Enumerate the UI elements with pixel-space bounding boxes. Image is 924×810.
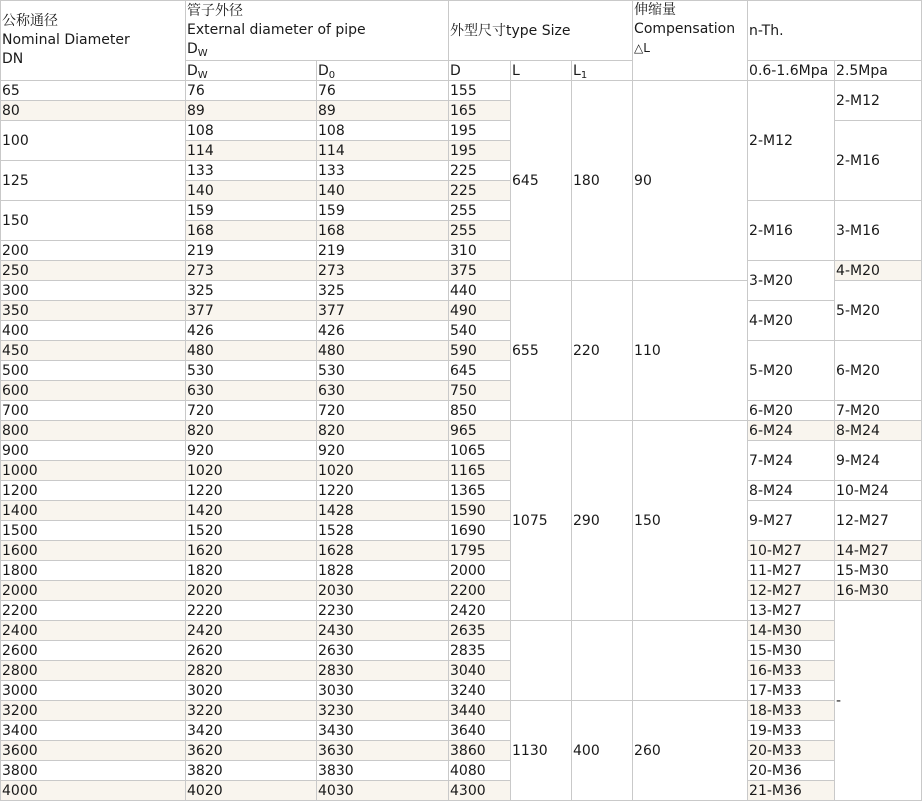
d-cell: 2200 — [449, 581, 511, 601]
d0-cell: 168 — [317, 221, 449, 241]
table-row — [1, 301, 922, 321]
dn-cell: 900 — [1, 441, 186, 461]
table-row — [1, 681, 922, 701]
d0-cell: 480 — [317, 341, 449, 361]
d0-cell: 3230 — [317, 701, 449, 721]
header-dn-sym: DN — [2, 51, 24, 67]
dn-cell: 250 — [1, 261, 186, 281]
bolt-high-pressure-cell: 14-M27 — [835, 541, 922, 561]
bolt-high-pressure-cell: 12-M27 — [835, 501, 922, 541]
l-cell — [511, 621, 572, 701]
header-comp-en: Compensation — [634, 21, 736, 37]
d0-cell: 159 — [317, 201, 449, 221]
bolt-high-pressure-cell: 2-M16 — [835, 121, 922, 201]
table-row — [1, 701, 922, 721]
table-row — [1, 721, 922, 741]
d-cell: 1795 — [449, 541, 511, 561]
dn-cell: 200 — [1, 241, 186, 261]
header-type-size — [449, 1, 633, 61]
dw-cell: 3820 — [186, 761, 317, 781]
dw-cell: 530 — [186, 361, 317, 381]
d0-cell: 3430 — [317, 721, 449, 741]
table-row — [1, 621, 922, 641]
dw-cell: 1820 — [186, 561, 317, 581]
l1-cell: 180 — [572, 81, 633, 281]
d-cell: 155 — [449, 81, 511, 101]
d-cell: 2835 — [449, 641, 511, 661]
dn-cell: 400 — [1, 321, 186, 341]
d-cell: 1165 — [449, 461, 511, 481]
subheader-dw-text: D — [187, 62, 198, 79]
dn-cell: 2000 — [1, 581, 186, 601]
bolt-high-pressure-cell: 6-M20 — [835, 341, 922, 401]
bolt-high-pressure-cell: 9-M24 — [835, 441, 922, 481]
subheader-d0 — [317, 61, 449, 81]
bolt-low-pressure-cell: 14-M30 — [748, 621, 835, 641]
dw-cell: 3420 — [186, 721, 317, 741]
dw-cell: 159 — [186, 201, 317, 221]
table-row — [1, 401, 922, 421]
dw-cell: 1220 — [186, 481, 317, 501]
table-row — [1, 501, 922, 521]
d-cell: 255 — [449, 201, 511, 221]
dw-cell: 920 — [186, 441, 317, 461]
d-cell: 440 — [449, 281, 511, 301]
d-cell: 1590 — [449, 501, 511, 521]
subheader-l1 — [572, 61, 633, 81]
d0-cell: 140 — [317, 181, 449, 201]
dw-cell: 4020 — [186, 781, 317, 801]
bolt-low-pressure-cell: 2-M16 — [748, 201, 835, 261]
dn-cell: 300 — [1, 281, 186, 301]
bolt-low-pressure-cell: 6-M24 — [748, 421, 835, 441]
bolt-low-pressure-cell: 20-M33 — [748, 741, 835, 761]
table-row — [1, 741, 922, 761]
bolt-low-pressure-cell: 8-M24 — [748, 481, 835, 501]
table-row — [1, 441, 922, 461]
subheader-l1-sub: 1 — [580, 69, 588, 81]
l-cell: 1130 — [511, 701, 572, 801]
header-type-label: 外型尺寸type Size — [450, 22, 571, 39]
spec-table-body — [1, 81, 922, 801]
bolt-low-pressure-cell: 2-M12 — [748, 81, 835, 201]
bolt-low-pressure-cell: 11-M27 — [748, 561, 835, 581]
d-cell: 195 — [449, 121, 511, 141]
dn-cell: 2800 — [1, 661, 186, 681]
d0-cell: 1628 — [317, 541, 449, 561]
bolt-low-pressure-cell: 18-M33 — [748, 701, 835, 721]
d-cell: 1065 — [449, 441, 511, 461]
l1-cell — [572, 621, 633, 701]
subheader-d0-sub: 0 — [328, 69, 336, 81]
d-cell: 375 — [449, 261, 511, 281]
dn-cell: 600 — [1, 381, 186, 401]
bolt-low-pressure-cell: 16-M33 — [748, 661, 835, 681]
subheader-d0-text: D — [318, 62, 329, 79]
dw-cell: 1420 — [186, 501, 317, 521]
dw-cell: 76 — [186, 81, 317, 101]
dn-cell: 700 — [1, 401, 186, 421]
bolt-high-pressure-cell: - — [835, 601, 922, 801]
d-cell: 750 — [449, 381, 511, 401]
dw-cell: 2220 — [186, 601, 317, 621]
dw-cell: 140 — [186, 181, 317, 201]
compensation-cell: 110 — [633, 281, 748, 421]
d0-cell: 820 — [317, 421, 449, 441]
d0-cell: 76 — [317, 81, 449, 101]
dn-cell: 3800 — [1, 761, 186, 781]
subheader-pressure-low — [748, 61, 835, 81]
bolt-low-pressure-cell: 4-M20 — [748, 301, 835, 341]
dw-cell: 219 — [186, 241, 317, 261]
subheader-l1-text: L — [573, 62, 581, 79]
table-row — [1, 781, 922, 801]
d0-cell: 377 — [317, 301, 449, 321]
bolt-low-pressure-cell: 9-M27 — [748, 501, 835, 541]
d-cell: 255 — [449, 221, 511, 241]
d-cell: 1690 — [449, 521, 511, 541]
dw-cell: 480 — [186, 341, 317, 361]
table-row — [1, 561, 922, 581]
bolt-high-pressure-cell: 8-M24 — [835, 421, 922, 441]
header-external-diameter — [186, 1, 449, 61]
dw-cell: 273 — [186, 261, 317, 281]
bolt-low-pressure-cell: 19-M33 — [748, 721, 835, 741]
header-dn-cn: 公称通径 — [2, 13, 58, 29]
l1-cell: 290 — [572, 421, 633, 621]
dw-cell: 168 — [186, 221, 317, 241]
bolt-high-pressure-cell: 16-M30 — [835, 581, 922, 601]
dw-cell: 1620 — [186, 541, 317, 561]
subheader-pressure-high — [835, 61, 922, 81]
d0-cell: 2030 — [317, 581, 449, 601]
d0-cell: 2830 — [317, 661, 449, 681]
table-row — [1, 541, 922, 561]
dn-cell: 150 — [1, 201, 186, 241]
dw-cell: 2820 — [186, 661, 317, 681]
dn-cell: 3600 — [1, 741, 186, 761]
d0-cell: 1828 — [317, 561, 449, 581]
d0-cell: 3630 — [317, 741, 449, 761]
bolt-low-pressure-cell: 13-M27 — [748, 601, 835, 621]
dn-cell: 80 — [1, 101, 186, 121]
bolt-low-pressure-cell: 17-M33 — [748, 681, 835, 701]
bolt-low-pressure-cell: 15-M30 — [748, 641, 835, 661]
dn-cell: 4000 — [1, 781, 186, 801]
d-cell: 3640 — [449, 721, 511, 741]
l-cell: 655 — [511, 281, 572, 421]
dw-cell: 3220 — [186, 701, 317, 721]
bolt-high-pressure-cell: 2-M12 — [835, 81, 922, 121]
dw-cell: 2420 — [186, 621, 317, 641]
d0-cell: 920 — [317, 441, 449, 461]
dw-cell: 114 — [186, 141, 317, 161]
dn-cell: 3000 — [1, 681, 186, 701]
d0-cell: 325 — [317, 281, 449, 301]
dn-cell: 3200 — [1, 701, 186, 721]
dn-cell: 350 — [1, 301, 186, 321]
d-cell: 3860 — [449, 741, 511, 761]
d0-cell: 89 — [317, 101, 449, 121]
header-ext-sym: D — [187, 41, 198, 57]
bolt-high-pressure-cell: 3-M16 — [835, 201, 922, 261]
subheader-p2-text: 2.5Mpa — [836, 62, 888, 79]
dw-cell: 1520 — [186, 521, 317, 541]
d-cell: 165 — [449, 101, 511, 121]
dw-cell: 3620 — [186, 741, 317, 761]
dn-cell: 500 — [1, 361, 186, 381]
subheader-l-text: L — [512, 62, 520, 79]
dw-cell: 3020 — [186, 681, 317, 701]
d-cell: 225 — [449, 181, 511, 201]
table-row — [1, 581, 922, 601]
d0-cell: 2230 — [317, 601, 449, 621]
d0-cell: 108 — [317, 121, 449, 141]
d0-cell: 1020 — [317, 461, 449, 481]
subheader-dw — [186, 61, 317, 81]
dw-cell: 820 — [186, 421, 317, 441]
d0-cell: 630 — [317, 381, 449, 401]
d0-cell: 114 — [317, 141, 449, 161]
d-cell: 2635 — [449, 621, 511, 641]
dw-cell: 630 — [186, 381, 317, 401]
d-cell: 4300 — [449, 781, 511, 801]
dn-cell: 125 — [1, 161, 186, 201]
bolt-high-pressure-cell: 5-M20 — [835, 281, 922, 341]
dn-cell: 1200 — [1, 481, 186, 501]
dn-cell: 2200 — [1, 601, 186, 621]
bolt-low-pressure-cell: 5-M20 — [748, 341, 835, 401]
d-cell: 225 — [449, 161, 511, 181]
d-cell: 3240 — [449, 681, 511, 701]
table-row — [1, 661, 922, 681]
table-row — [1, 761, 922, 781]
d-cell: 1365 — [449, 481, 511, 501]
bolt-low-pressure-cell: 12-M27 — [748, 581, 835, 601]
subheader-l — [511, 61, 572, 81]
dw-cell: 2020 — [186, 581, 317, 601]
dn-cell: 1600 — [1, 541, 186, 561]
subheader-dw-sub: W — [197, 69, 208, 81]
l-cell: 1075 — [511, 421, 572, 621]
table-row — [1, 601, 922, 621]
subheader-d-text: D — [450, 62, 461, 79]
d0-cell: 1220 — [317, 481, 449, 501]
dn-cell: 450 — [1, 341, 186, 361]
bolt-high-pressure-cell: 15-M30 — [835, 561, 922, 581]
header-comp-cn: 伸缩量 — [634, 2, 677, 18]
dw-cell: 108 — [186, 121, 317, 141]
d0-cell: 133 — [317, 161, 449, 181]
dn-cell: 65 — [1, 81, 186, 101]
dw-cell: 89 — [186, 101, 317, 121]
compensation-cell — [633, 621, 748, 701]
l1-cell: 220 — [572, 281, 633, 421]
dn-cell: 1800 — [1, 561, 186, 581]
d-cell: 2000 — [449, 561, 511, 581]
d0-cell: 3030 — [317, 681, 449, 701]
d0-cell: 1428 — [317, 501, 449, 521]
d0-cell: 1528 — [317, 521, 449, 541]
d-cell: 965 — [449, 421, 511, 441]
bolt-high-pressure-cell: 10-M24 — [835, 481, 922, 501]
dn-cell: 800 — [1, 421, 186, 441]
d0-cell: 720 — [317, 401, 449, 421]
dn-cell: 3400 — [1, 721, 186, 741]
dn-cell: 2400 — [1, 621, 186, 641]
dw-cell: 377 — [186, 301, 317, 321]
d-cell: 590 — [449, 341, 511, 361]
table-row — [1, 81, 922, 101]
header-n-th — [748, 1, 922, 61]
bolt-low-pressure-cell: 7-M24 — [748, 441, 835, 481]
header-ext-cn: 管子外径 — [187, 3, 243, 19]
d0-cell: 3830 — [317, 761, 449, 781]
d0-cell: 2630 — [317, 641, 449, 661]
table-row — [1, 641, 922, 661]
subheader-d — [449, 61, 511, 81]
dn-cell: 100 — [1, 121, 186, 161]
d-cell: 490 — [449, 301, 511, 321]
subheader-p1-text: 0.6-1.6Mpa — [749, 62, 829, 79]
compensation-cell: 90 — [633, 81, 748, 281]
d0-cell: 4030 — [317, 781, 449, 801]
dw-cell: 325 — [186, 281, 317, 301]
dw-cell: 2620 — [186, 641, 317, 661]
compensation-cell: 150 — [633, 421, 748, 621]
header-ext-sym-sub: W — [197, 48, 208, 59]
table-row — [1, 201, 922, 221]
bolt-low-pressure-cell: 6-M20 — [748, 401, 835, 421]
header-ext-en: External diameter of pipe — [187, 22, 366, 38]
d-cell: 310 — [449, 241, 511, 261]
dn-cell: 1400 — [1, 501, 186, 521]
l-cell: 645 — [511, 81, 572, 281]
header-n-th-label: n-Th. — [749, 22, 784, 39]
bolt-low-pressure-cell: 10-M27 — [748, 541, 835, 561]
d-cell: 4080 — [449, 761, 511, 781]
d-cell: 3040 — [449, 661, 511, 681]
dw-cell: 720 — [186, 401, 317, 421]
header-nominal-diameter — [1, 1, 186, 81]
dn-cell: 1000 — [1, 461, 186, 481]
d-cell: 645 — [449, 361, 511, 381]
d-cell: 195 — [449, 141, 511, 161]
dn-cell: 2600 — [1, 641, 186, 661]
table-row — [1, 421, 922, 441]
bolt-high-pressure-cell: 7-M20 — [835, 401, 922, 421]
d0-cell: 530 — [317, 361, 449, 381]
d-cell: 850 — [449, 401, 511, 421]
d0-cell: 2430 — [317, 621, 449, 641]
dw-cell: 133 — [186, 161, 317, 181]
d0-cell: 273 — [317, 261, 449, 281]
d0-cell: 219 — [317, 241, 449, 261]
l1-cell: 400 — [572, 701, 633, 801]
bolt-low-pressure-cell: 20-M36 — [748, 761, 835, 781]
header-compensation — [633, 1, 748, 81]
d-cell: 2420 — [449, 601, 511, 621]
compensation-cell: 260 — [633, 701, 748, 801]
d0-cell: 426 — [317, 321, 449, 341]
header-comp-sym: △L — [634, 41, 650, 55]
dw-cell: 426 — [186, 321, 317, 341]
dn-cell: 1500 — [1, 521, 186, 541]
header-dn-en: Nominal Diameter — [2, 32, 130, 48]
d-cell: 540 — [449, 321, 511, 341]
dw-cell: 1020 — [186, 461, 317, 481]
bolt-low-pressure-cell: 3-M20 — [748, 261, 835, 301]
table-row — [1, 341, 922, 361]
d-cell: 3440 — [449, 701, 511, 721]
bolt-low-pressure-cell: 21-M36 — [748, 781, 835, 801]
table-row — [1, 481, 922, 501]
bolt-high-pressure-cell: 4-M20 — [835, 261, 922, 281]
table-row — [1, 261, 922, 281]
